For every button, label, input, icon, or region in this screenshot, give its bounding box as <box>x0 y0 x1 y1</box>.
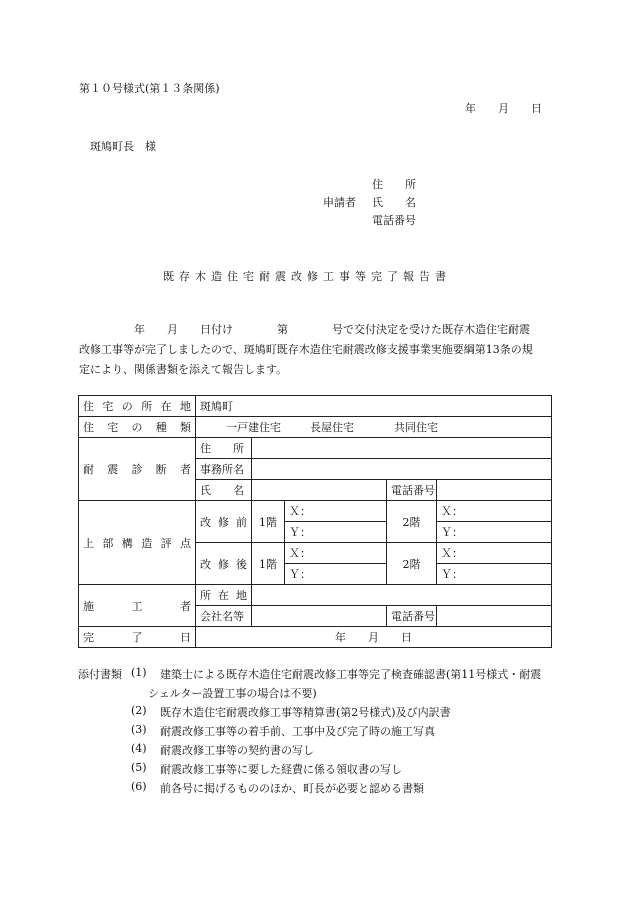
type-options <box>196 417 552 438</box>
location-label: 住宅の所在地 <box>79 396 196 417</box>
diag-address-label: 住 所 <box>196 438 252 459</box>
form-number: 第１０号様式(第１３条関係) <box>79 82 220 95</box>
type-label: 住宅の種類 <box>79 417 196 438</box>
document-title: 既存木造住宅耐震改修工事等完了報告書 <box>163 270 451 283</box>
attachment-num-1: (1) <box>131 666 147 679</box>
diag-office-value <box>252 459 552 480</box>
row-location <box>79 396 552 417</box>
type-option-row-house: 長屋住宅 <box>310 421 354 434</box>
after-floor1-label: 1階 <box>252 543 285 585</box>
attachment-text-6: 前各号に掲げるもののほか、町長が必要と認める書類 <box>160 782 424 795</box>
body-line-1: 年 月 日付け 第 号で交付決定を受けた既存木造住宅耐震 <box>134 323 530 336</box>
before-floor2-label: 2階 <box>387 501 437 543</box>
body-line-2: 改修工事等が完了しましたので、斑鳩町既存木造住宅耐震改修支援事業実施要綱第13条の規 <box>79 343 533 356</box>
attachments-label: 添付書類 <box>78 668 122 681</box>
applicant-phone-label: 電話番号 <box>372 214 416 227</box>
diag-name-label: 氏 名 <box>196 480 252 501</box>
contractor-location-label: 所在地 <box>196 585 252 606</box>
diag-name-value <box>252 480 387 501</box>
after-label: 改修後 <box>196 543 252 585</box>
attachment-num-3: (3) <box>131 723 147 736</box>
after-floor2-y: Ｙ： <box>437 564 552 585</box>
applicant-role: 申請者 <box>323 196 356 209</box>
diag-phone-value <box>437 480 552 501</box>
contractor-phone-label: 電話番号 <box>387 606 437 627</box>
after-floor2-x: Ｘ： <box>437 543 552 564</box>
attachment-text-1-cont: シェルター設置工事の場合は不要) <box>148 687 317 700</box>
before-floor2-y: Ｙ： <box>437 522 552 543</box>
structure-label: 上部構造評点 <box>79 501 196 585</box>
after-floor2-label: 2階 <box>387 543 437 585</box>
before-floor1-label: 1階 <box>252 501 285 543</box>
type-option-detached: 一戸建住宅 <box>226 421 281 434</box>
contractor-phone-value <box>437 606 552 627</box>
attachment-text-2: 既存木造住宅耐震改修工事等精算書(第2号様式)及び内訳書 <box>160 706 451 719</box>
report-table <box>78 395 552 648</box>
date-line: 年 月 日 <box>465 102 542 115</box>
attachment-num-4: (4) <box>131 742 147 755</box>
diag-address-value <box>252 438 552 459</box>
contractor-company-label: 会社名等 <box>196 606 252 627</box>
contractor-company-value <box>252 606 387 627</box>
before-floor1-y: Ｙ： <box>285 522 387 543</box>
after-floor1-x: Ｘ： <box>285 543 387 564</box>
diag-phone-label: 電話番号 <box>387 480 437 501</box>
location-value: 斑鳩町 <box>196 396 552 417</box>
attachment-text-4: 耐震改修工事等の契約書の写し <box>160 744 314 757</box>
contractor-label: 施工者 <box>79 585 196 627</box>
contractor-location-value <box>252 585 552 606</box>
applicant-address-label: 住 所 <box>372 178 416 191</box>
addressee: 斑鳩町長 様 <box>90 140 156 153</box>
completion-date: 年 月 日 <box>196 627 552 648</box>
attachment-text-5: 耐震改修工事等に要した経費に係る領収書の写し <box>160 763 402 776</box>
attachment-text-1: 建築士による既存木造住宅耐震改修工事等完了検査確認書(第11号様式・耐震 <box>160 668 542 681</box>
body-line-3: 定により、関係書類を添えて報告します。 <box>79 363 288 376</box>
type-option-apartment: 共同住宅 <box>394 421 438 434</box>
before-floor2-x: Ｘ： <box>437 501 552 522</box>
before-floor1-x: Ｘ： <box>285 501 387 522</box>
applicant-name-label: 氏 名 <box>372 196 416 209</box>
attachment-text-3: 耐震改修工事等の着手前、工事中及び完了時の施工写真 <box>160 725 435 738</box>
diag-office-label: 事務所名 <box>196 459 252 480</box>
attachment-num-5: (5) <box>131 761 147 774</box>
diagnostician-label: 耐震診断者 <box>79 438 196 501</box>
attachment-num-2: (2) <box>131 704 147 717</box>
completion-label: 完了日 <box>79 627 196 648</box>
before-label: 改修前 <box>196 501 252 543</box>
attachment-num-6: (6) <box>131 780 147 793</box>
row-type <box>79 417 552 438</box>
after-floor1-y: Ｙ： <box>285 564 387 585</box>
